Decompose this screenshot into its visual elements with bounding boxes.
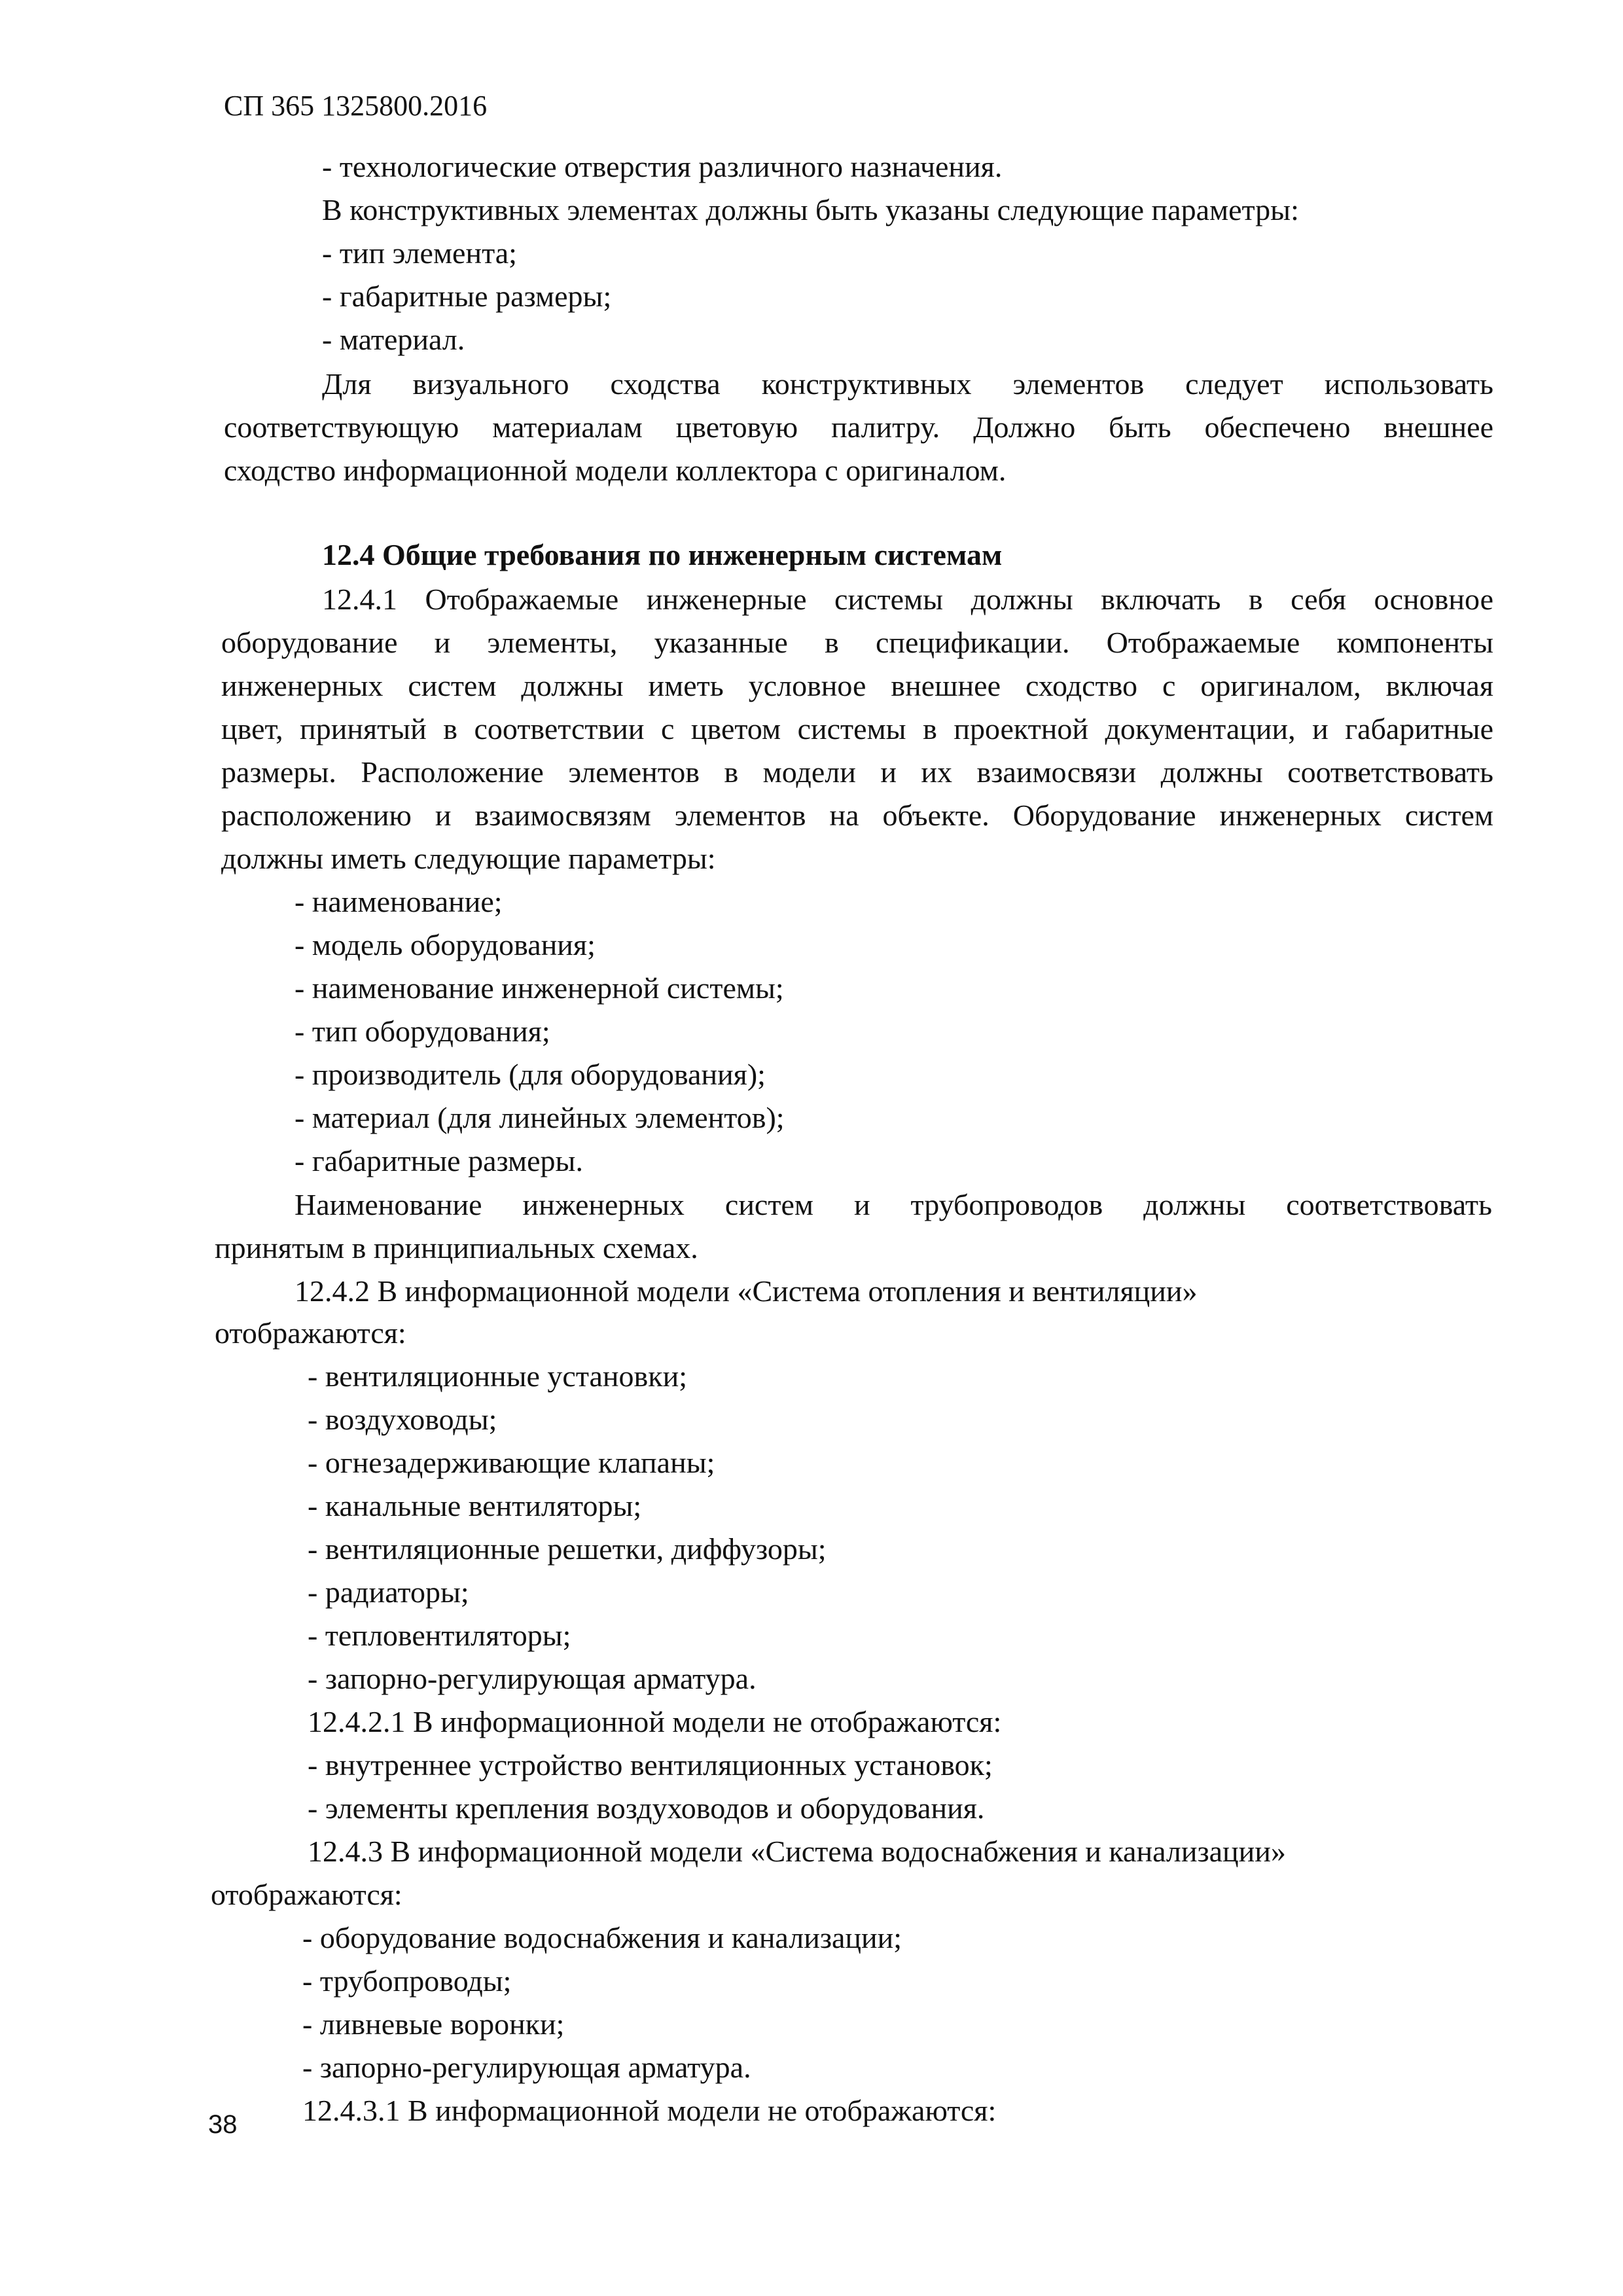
paragraph-line: 12.4.1 Отображаемые инженерные системы должны включать в себя основное (322, 583, 1493, 616)
list-item: - тепловентиляторы; (308, 1619, 571, 1652)
list-item: - оборудование водоснабжения и канализации; (302, 1921, 902, 1954)
paragraph-line: отображаются: (211, 1878, 402, 1911)
list-item: - огнезадерживающие клапаны; (308, 1446, 715, 1479)
list-item: - трубопроводы; (302, 1964, 512, 1998)
list-item: - внутреннее устройство вентиляционных установок; (308, 1748, 993, 1782)
paragraph-line: размеры. Расположение элементов в модели и их взаимосвязи должны соответствовать (221, 755, 1493, 789)
paragraph-line: цвет, принятый в соответствии с цветом системы в проектной документации, и габаритные (221, 712, 1493, 745)
list-item: - радиаторы; (308, 1575, 469, 1609)
list-item: - тип оборудования; (294, 1014, 550, 1048)
document-code: СП 365 1325800.2016 (224, 90, 488, 122)
paragraph-line: принятым в принципиальных схемах. (215, 1231, 698, 1265)
paragraph-line: отображаются: (215, 1316, 406, 1350)
list-item: - ливневые воронки; (302, 2007, 565, 2041)
intro-line: - материал. (322, 323, 465, 356)
list-item: - наименование; (294, 885, 503, 918)
section-heading: 12.4 Общие требования по инженерным системам (322, 538, 1003, 571)
intro-line: В конструктивных элементах должны быть указаны следующие параметры: (322, 193, 1299, 226)
intro-line: соответствующую материалам цветовую палитру. Должно быть обеспечено внешнее (224, 410, 1493, 444)
paragraph-line: расположению и взаимосвязям элементов на объекте. Оборудование инженерных систем (221, 798, 1493, 832)
paragraph-line: Наименование инженерных систем и трубопроводов должны соответствовать (294, 1188, 1492, 1221)
paragraph-line: должны иметь следующие параметры: (221, 842, 716, 875)
intro-line: - габаритные размеры; (322, 279, 612, 313)
list-item: - производитель (для оборудования); (294, 1058, 766, 1091)
list-item: - материал (для линейных элементов); (294, 1101, 785, 1134)
list-item: - элементы крепления воздуховодов и оборудования. (308, 1791, 985, 1825)
paragraph-line: 12.4.3 В информационной модели «Система водоснабжения и канализации» (308, 1835, 1286, 1868)
list-item: - наименование инженерной системы; (294, 971, 784, 1005)
intro-line: - тип элемента; (322, 236, 517, 270)
intro-line: Для визуального сходства конструктивных элементов следует использовать (322, 367, 1493, 401)
list-item: - воздуховоды; (308, 1403, 497, 1436)
list-item: - канальные вентиляторы; (308, 1489, 642, 1522)
list-item: - запорно-регулирующая арматура. (302, 2051, 751, 2084)
list-item: - габаритные размеры. (294, 1144, 583, 1177)
paragraph-line: 12.4.2 В информационной модели «Система отопления и вентиляции» (294, 1274, 1198, 1308)
intro-line: - технологические отверстия различного назначения. (322, 150, 1003, 183)
list-item: - вентиляционные решетки, диффузоры; (308, 1532, 827, 1566)
intro-line: сходство информационной модели коллектора с оригиналом. (224, 454, 1007, 487)
list-item: - вентиляционные установки; (308, 1359, 688, 1393)
list-item: - модель оборудования; (294, 928, 596, 961)
paragraph-line: оборудование и элементы, указанные в спецификации. Отображаемые компоненты (221, 626, 1493, 659)
list-item: - запорно-регулирующая арматура. (308, 1662, 757, 1695)
paragraph-line: 12.4.2.1 В информационной модели не отображаются: (308, 1705, 1002, 1738)
page-number: 38 (208, 2110, 238, 2139)
paragraph-line: инженерных систем должны иметь условное внешнее сходство с оригиналом, включая (221, 669, 1493, 702)
paragraph-line: 12.4.3.1 В информационной модели не отображаются: (302, 2094, 997, 2127)
